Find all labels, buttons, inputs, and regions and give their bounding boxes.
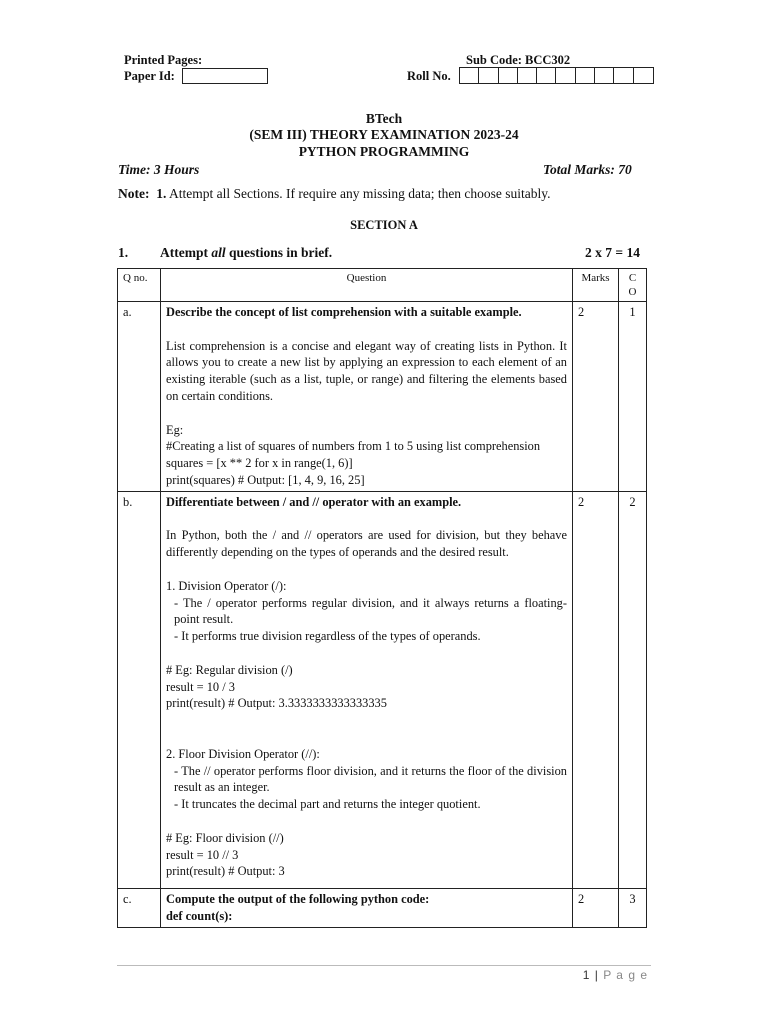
roll-no-boxes — [459, 67, 654, 84]
header-co: C O — [619, 269, 647, 302]
row-marks: 2 — [573, 889, 619, 928]
sub-code: Sub Code: BCC302 — [466, 53, 571, 67]
row-question: Compute the output of the following python code: def count(s): — [161, 889, 573, 928]
paper-id-label: Paper Id: — [124, 69, 175, 83]
row-co: 2 — [619, 491, 647, 888]
row-qno: a. — [118, 302, 161, 492]
row-qno: c. — [118, 889, 161, 928]
row-marks: 2 — [573, 491, 619, 888]
header-marks: Marks — [573, 269, 619, 302]
note-label: Note: — [118, 186, 150, 201]
footer-rule — [117, 965, 651, 966]
subject-title: PYTHON PROGRAMMING — [298, 144, 470, 159]
row-question: Describe the concept of list comprehension with a suitable example. List comprehension is a concise and elegant way of creating lists in Python. It allows you to create a new list by applying an expression to each element of an existing iterable (such as a list, tuple, or range) and filtering the elements based on certain conditions. Eg: #Creating a list of squares of numbers from 1 to 5 using list comprehension squares = [x ** 2 for x in range(1, 6)] print(squares) # Output: [1, 4, 9, 16, 25] — [161, 302, 573, 492]
table-row — [118, 491, 647, 888]
note — [118, 186, 551, 202]
row-co: 1 — [619, 302, 647, 492]
total-marks: Total Marks: 70 — [543, 162, 632, 177]
row-marks: 2 — [573, 302, 619, 492]
header-question: Question — [161, 269, 573, 302]
degree-title: BTech — [365, 111, 403, 126]
paper-id-box — [182, 68, 268, 84]
question-marks: 2 x 7 = 14 — [585, 245, 640, 260]
page-number: 1 | P a g e — [582, 968, 648, 982]
note-number: 1. — [156, 186, 167, 201]
row-question: Differentiate between / and // operator with an example. In Python, both the / and // operators are used for division, but they behave differently depending on the types of operands and the desired result. 1. Division Operator (/): - The / operator performs regular division, and it always returns a floating-point result. - It performs true division regardless of the types of operands. # Eg: Regular division (/) result = 10 / 3 print(result) # Output: 3.3333333333333335 2. Floor Division Operator (//): - The // operator performs floor division, and it returns the floor of the division result as an integer. - It truncates the decimal part and returns the integer quotient. # Eg: Floor division (//) result = 10 // 3 print(result) # Output: 3 — [161, 491, 573, 888]
row-co: 3 — [619, 889, 647, 928]
note-text: Attempt all Sections. If require any missing data; then choose suitably. — [169, 186, 551, 201]
printed-pages-label: Printed Pages: — [124, 53, 203, 67]
table-row — [118, 889, 647, 928]
table-header-row — [118, 269, 647, 302]
header-qno: Q no. — [118, 269, 161, 302]
question-number: 1. — [118, 245, 129, 260]
question-instruction: Attempt all questions in brief. — [160, 245, 333, 260]
exam-title: (SEM III) THEORY EXAMINATION 2023-24 — [249, 127, 519, 142]
roll-no-label: Roll No. — [407, 69, 451, 83]
questions-table — [117, 268, 647, 928]
exam-time: Time: 3 Hours — [118, 162, 200, 177]
table-row — [118, 302, 647, 492]
section-title: SECTION A — [350, 218, 418, 232]
row-qno: b. — [118, 491, 161, 888]
